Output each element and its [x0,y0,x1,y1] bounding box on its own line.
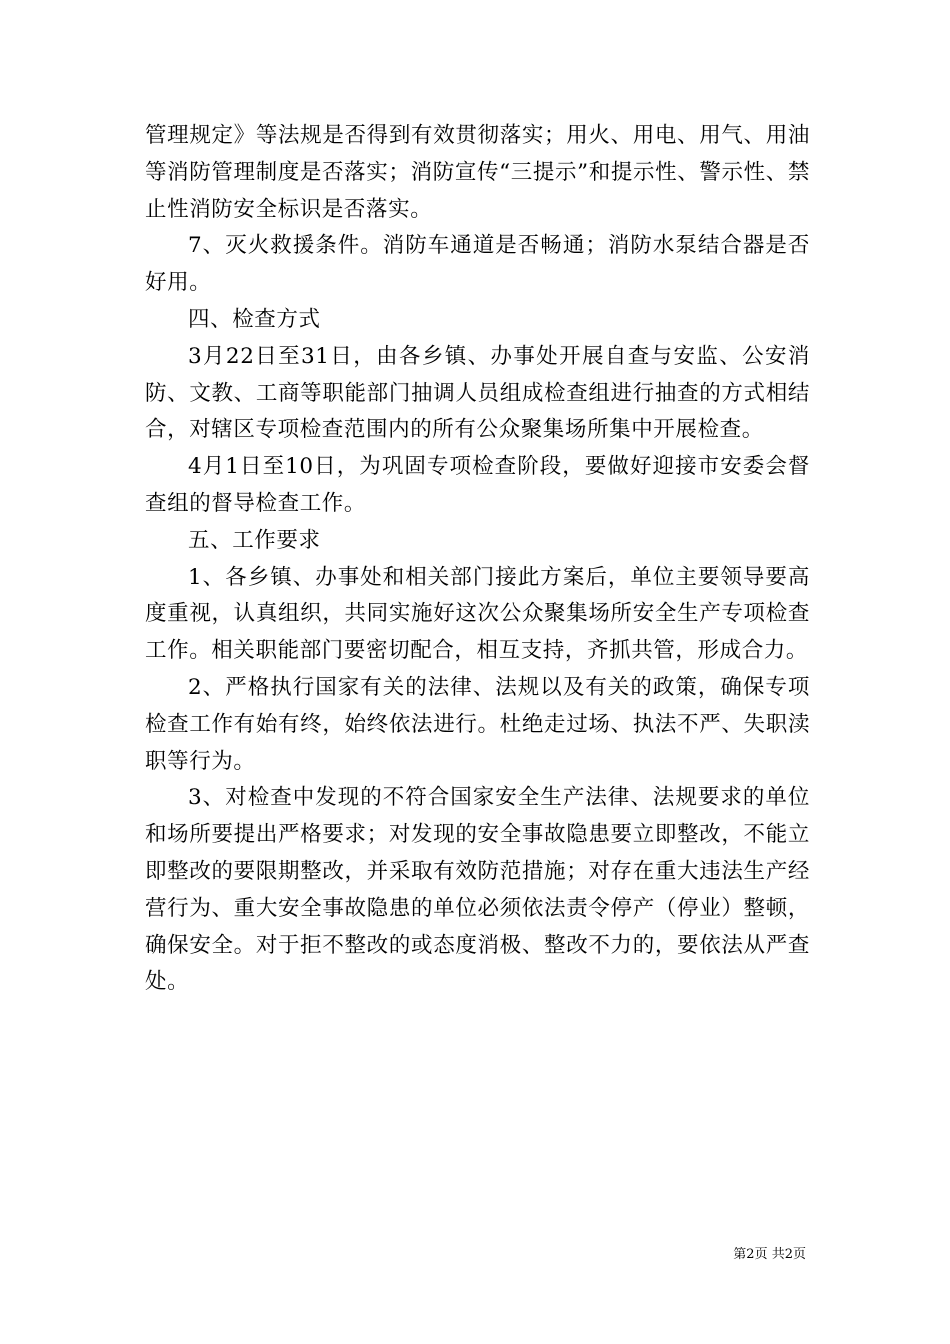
paragraph-item-7: 7、灭火救援条件。消防车通道是否畅通；消防水泵结合器是否好用。 [145,233,810,296]
paragraph-consolidation-period: 4月1日至10日，为巩固专项检查阶段，要做好迎接市安委会督查组的督导检查工作。 [145,454,810,516]
paragraph-continuation: 管理规定》等法规是否得到有效贯彻落实；用火、用电、用气、用油等消防管理制度是否落实；消防宣传“三提示”和提示性、警示性、禁止性消防安全标识是否落实。 [145,123,810,222]
paragraph-requirement-3: 3、对检查中发现的不符合国家安全生产法律、法规要求的单位和场所要提出严格要求；对发现的安全事故隐患要立即整改，不能立即整改的要限期整改，并采取有效防范措施；对存在重大违法生产经营行为、重大安全事故隐患的单位必须依法责令停产（停业）整顿，确保安全。对于拒不整改的或态度消极、整改不力的，要依法从严查处。 [145,785,810,995]
section-heading-work-requirements: 五、工作要求 [188,527,321,553]
page-prefix: 第 [733,1247,747,1262]
paragraph-requirement-1: 1、各乡镇、办事处和相关部门接此方案后，单位主要领导要高度重视，认真组织，共同实施好这次公众聚集场所安全生产专项检查工作。相关职能部门要密切配合，相互支持，齐抓共管，形成合力。 [145,564,810,664]
page-current: 2 [746,1247,755,1262]
page-total: 2 [784,1247,793,1262]
page-suffix: 页 [792,1247,806,1262]
section-heading-inspection-method: 四、检查方式 [188,306,321,332]
page-number-footer [733,1247,806,1263]
document-body [145,118,810,1001]
page-mid: 页 共 [754,1247,785,1262]
paragraph-self-inspection-period: 3月22日至31日，由各乡镇、办事处开展自查与安监、公安消防、文教、工商等职能部门抽调人员组成检查组进行抽查的方式相结合，对辖区专项检查范围内的所有公众聚集场所集中开展检查。 [145,343,810,443]
paragraph-requirement-2: 2、严格执行国家有关的法律、法规以及有关的政策，确保专项检查工作有始有终，始终依法进行。杜绝走过场、执法不严、失职渎职等行为。 [145,674,810,774]
